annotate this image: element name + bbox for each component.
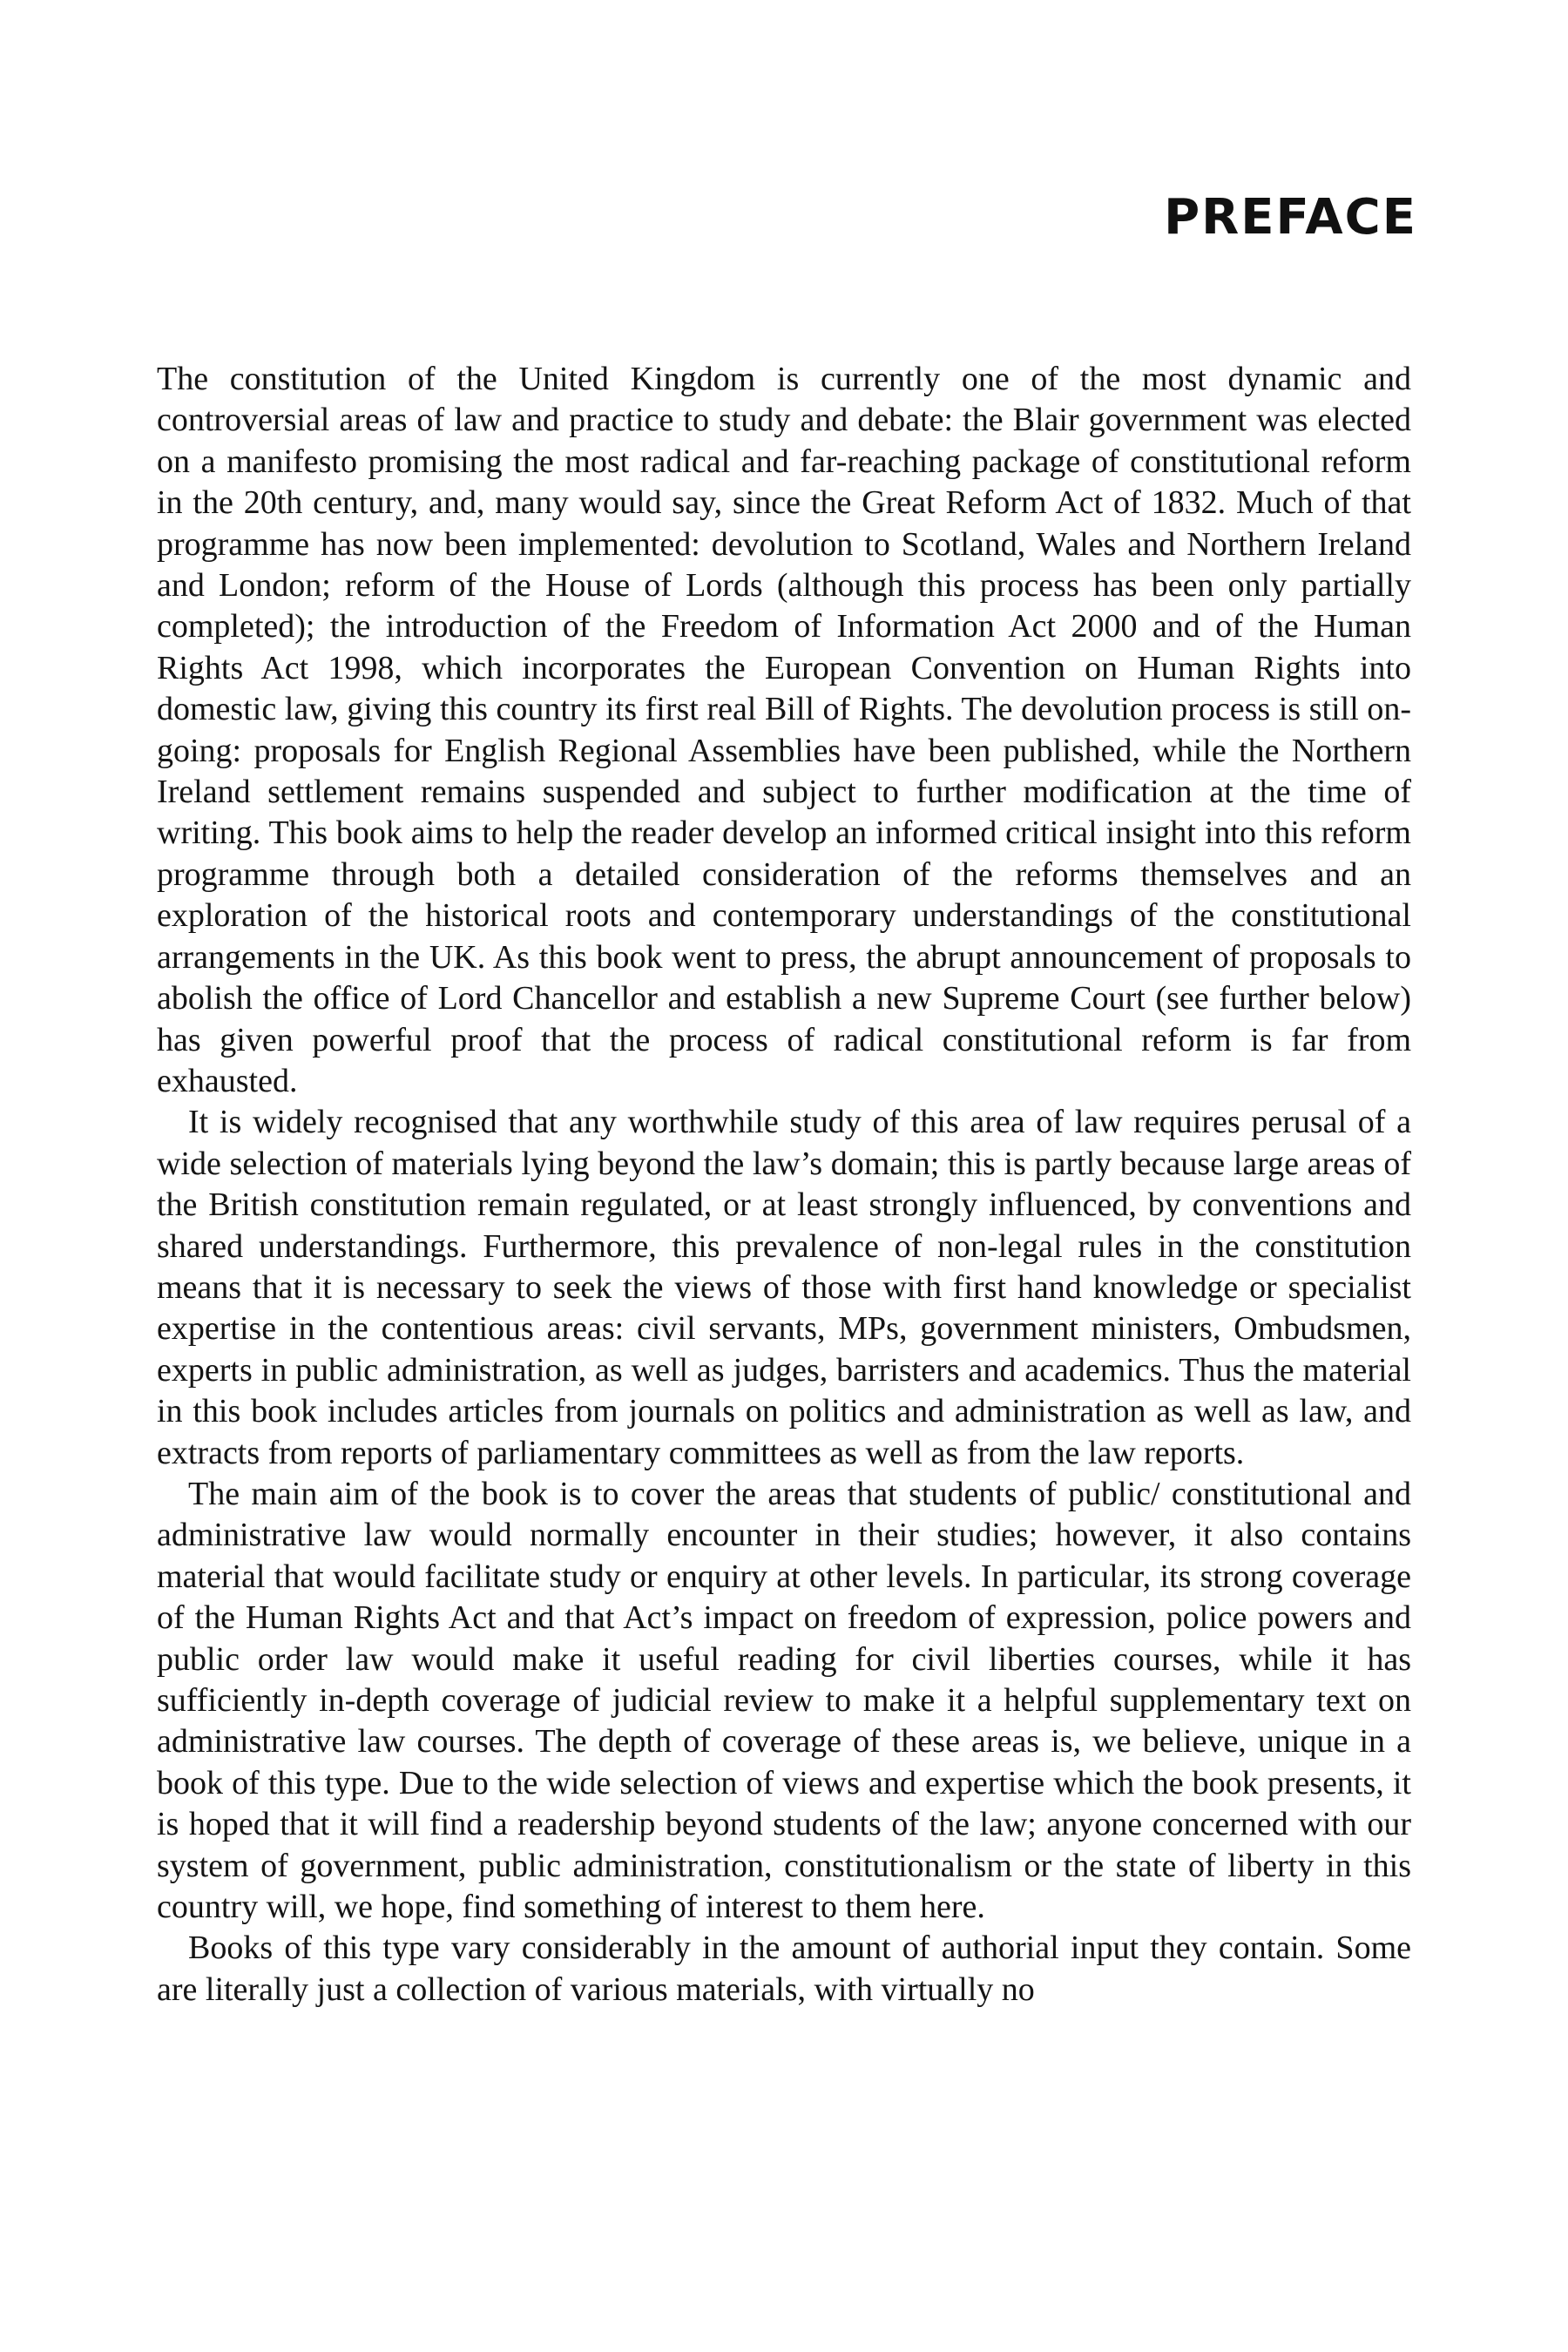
preface-body bbox=[157, 359, 1411, 2011]
paragraph-4: Books of this type vary considerably in the amount of authorial input they contain. Some are literally just a collection of various materials, with virtually no bbox=[157, 1930, 1411, 2008]
paragraph-1: The constitution of the United Kingdom is currently one of the most dynamic and controversial areas of law and practice to study and debate: the Blair government was elected on a manifesto promising the most radical and far-reaching package of constitutional reform in the 20th century, and, many would say, since the Great Reform Act of 1832. Much of that programme has now been implemented: devolution to Scotland, Wales and Northern Ireland and London; reform of the House of Lords (although this process has been only partially completed); the introduction of the Freedom of Information Act 2000 and of the Human Rights Act 1998, which incorporates the European Convention on Human Rights into domestic law, giving this country its first real Bill of Rights. The devolution process is still on-going: proposals for English Regional Assemblies have been published, while the Northern Ireland settlement remains suspended and subject to further modification at the time of writing. This book aims to help the reader develop an informed critical insight into this reform programme through both a detailed consideration of the reforms themselves and an exploration of the historical roots and contemporary understandings of the constitutional arrangements in the UK. As this book went to press, the abrupt announcement of proposals to abolish the office of Lord Chancellor and establish a new Supreme Court (see further below) has given powerful proof that the process of radical constitutional reform is far from exhausted. bbox=[157, 361, 1411, 1099]
page-title: PREFACE bbox=[1164, 189, 1417, 246]
paragraph-3: The main aim of the book is to cover the areas that students of public/ constitutional and administrative law would normally encounter in their studies; however, it also contains material that would facilitate study or enquiry at other levels. In particular, its strong coverage of the Human Rights Act and that Act’s impact on freedom of expression, police powers and public order law would make it useful reading for civil liberties courses, while it has sufficiently in-depth coverage of judicial review to make it a helpful supplementary text on administrative law courses. The depth of coverage of these areas is, we believe, unique in a book of this type. Due to the wide selection of views and expertise which the book presents, it is hoped that it will find a readership beyond students of the law; anyone concerned with our system of government, public administration, constitutionalism or the state of liberty in this country will, we hope, find something of interest to them here. bbox=[157, 1475, 1411, 1926]
paragraph-2: It is widely recognised that any worthwhile study of this area of law requires perusal of a wide selection of materials lying beyond the law’s domain; this is partly because large areas of the British constitution remain regulated, or at least strongly influenced, by conventions and shared understandings. Furthermore, this prevalence of non-legal rules in the constitution means that it is necessary to seek the views of those with first hand knowledge or specialist expertise in the contentious areas: civil servants, MPs, government ministers, Ombudsmen, experts in public administration, as well as judges, barristers and academics. Thus the material in this book includes articles from journals on politics and administration as well as law, and extracts from reports of parliamentary committees as well as from the law reports. bbox=[157, 1104, 1411, 1471]
